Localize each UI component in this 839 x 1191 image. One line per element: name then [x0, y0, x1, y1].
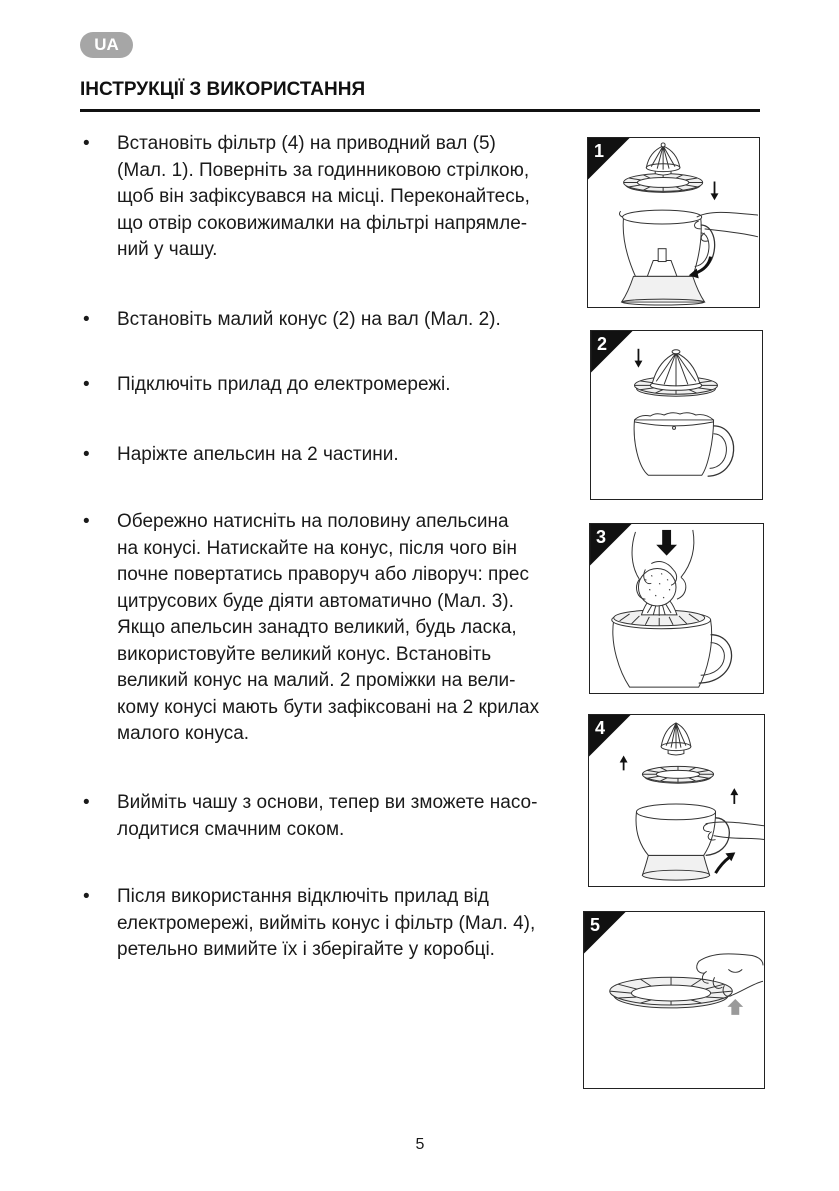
- instruction-line: Вийміть чашу з основи, тепер ви зможете насо-: [117, 792, 538, 813]
- instruction-line: кому конусі мають бути зафіксовані на 2 крилах: [117, 696, 540, 718]
- instruction-line: щоб він зафіксувався на місці. Переконайтесь,: [117, 186, 530, 207]
- bullet: •: [83, 792, 90, 813]
- arrow-down-icon: [656, 530, 677, 556]
- instruction-line: Обережно натисніть на половину апельсина: [117, 511, 509, 532]
- instruction-line: на конусі. Натискайте на конус, після чого він: [117, 537, 517, 559]
- bullet: •: [83, 133, 90, 154]
- figure-number: 4: [595, 718, 606, 738]
- instruction-line: Встановіть малий конус (2) на вал (Мал. 2).: [117, 309, 501, 330]
- instruction-line: цитрусових буде діяти автоматично (Мал. 3).: [117, 590, 514, 612]
- instruction-line: (Мал. 1). Поверніть за годинниковою стрілкою,: [117, 159, 530, 181]
- figure-1: [587, 137, 760, 308]
- instruction-line: ний у чашу.: [117, 239, 218, 260]
- language-badge: UA: [80, 32, 133, 58]
- arrow-down-icon: [635, 349, 643, 368]
- arrow-up-icon: [727, 999, 743, 1015]
- instruction-line: що отвір соковижималки на фільтрі напрямле-: [117, 212, 528, 234]
- instruction-line: використовуйте великий конус. Встановіть: [117, 643, 492, 665]
- instruction-line: Якщо апельсин занадто великий, будь ласка,: [117, 617, 517, 638]
- bullet: •: [83, 511, 90, 532]
- figure-4: [588, 714, 765, 887]
- bullet: •: [83, 374, 90, 395]
- instruction-line: електромережі, вийміть конус і фільтр (Мал. 4),: [117, 912, 536, 934]
- figure-3: [589, 523, 764, 694]
- curved-arrow-icon: [716, 852, 736, 873]
- instruction-line: великий конус на малий. 2 проміжки на вели-: [117, 670, 516, 691]
- section-heading: ІНСТРУКЦІЇ З ВИКОРИСТАННЯ: [80, 79, 366, 100]
- instruction-line: ретельно вимийте їх і зберігайте у коробці.: [117, 939, 495, 960]
- hand-icon: [694, 212, 758, 241]
- instruction-line: Наріжте апельсин на 2 частини.: [117, 444, 399, 465]
- page-number: 5: [415, 1136, 425, 1153]
- figure-5: [583, 911, 765, 1089]
- bullet: •: [83, 309, 90, 330]
- instruction-line: малого конуса.: [117, 723, 250, 744]
- figure-number: 5: [590, 915, 601, 935]
- figure-2: [590, 330, 763, 500]
- figure-number: 1: [594, 141, 605, 161]
- instruction-line: Після використання відключіть прилад від: [117, 886, 489, 907]
- instruction-line: почне повертатись праворуч або ліворуч: прес: [117, 564, 529, 585]
- heading-rule: [80, 109, 760, 112]
- juicer-assembly-icon: [588, 138, 759, 307]
- figure-number: 2: [597, 334, 608, 354]
- bullet: •: [83, 444, 90, 465]
- small-cone-icon: [591, 331, 762, 499]
- arrow-up-icon: [620, 756, 628, 771]
- filter-removal-icon: [584, 912, 764, 1088]
- pressing-orange-icon: [590, 524, 763, 693]
- figure-number: 3: [596, 527, 607, 547]
- arrow-down-icon: [711, 181, 719, 200]
- instruction-line: Встановіть фільтр (4) на приводний вал (5): [117, 133, 496, 154]
- bullet: •: [83, 886, 90, 907]
- instruction-line: лодитися смачним соком.: [117, 818, 345, 840]
- arrow-up-icon: [730, 788, 738, 804]
- instruction-line: Підключіть прилад до електромережі.: [117, 374, 451, 395]
- disassembly-icon: [589, 715, 764, 886]
